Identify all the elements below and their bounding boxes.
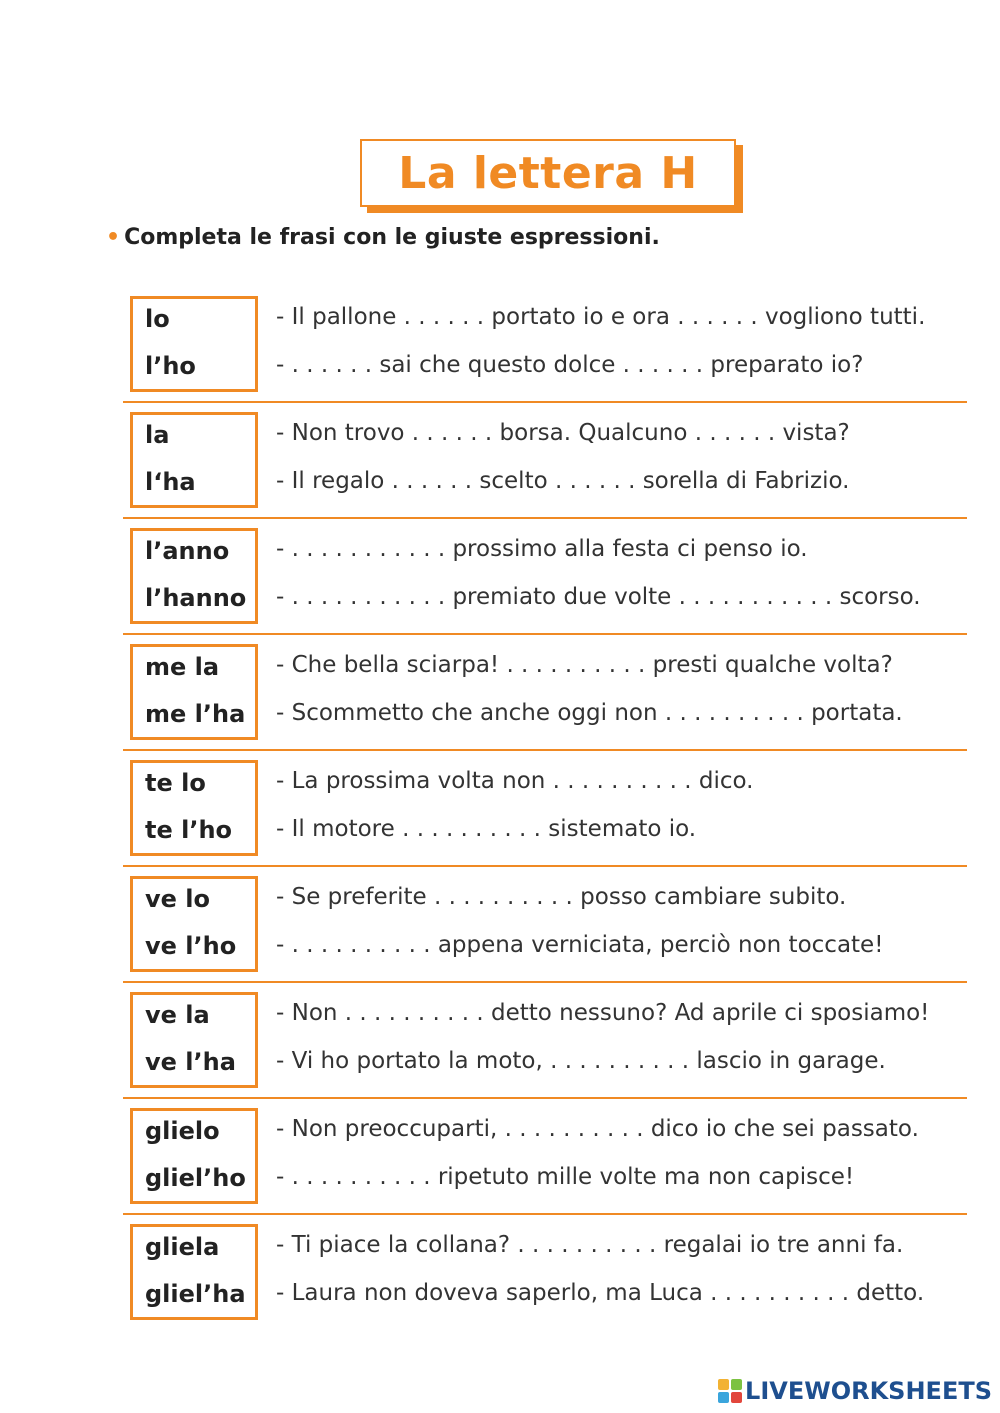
option-1: ve la [145, 1001, 210, 1029]
options-box [130, 760, 258, 856]
option-1: la [145, 421, 170, 449]
exercise-row [0, 876, 1000, 992]
logo-tile [718, 1379, 729, 1390]
options-box [130, 412, 258, 508]
row-divider [123, 517, 967, 519]
option-2: me l’ha [145, 700, 246, 728]
row-divider [123, 981, 967, 983]
option-2: ve l’ha [145, 1048, 236, 1076]
sentence-2: - . . . . . . sai che questo dolce . . . . . . preparato io? [276, 352, 864, 378]
option-2: gliel’ho [145, 1164, 246, 1192]
sentence-1: - . . . . . . . . . . . prossimo alla festa ci penso io. [276, 536, 808, 562]
option-1: lo [145, 305, 170, 333]
option-2: gliel’ha [145, 1280, 246, 1308]
options-box [130, 992, 258, 1088]
option-2: l’hanno [145, 584, 247, 612]
logo-tile [731, 1392, 742, 1403]
exercise-row [0, 992, 1000, 1108]
row-divider [123, 865, 967, 867]
option-1: te lo [145, 769, 206, 797]
option-1: gliela [145, 1233, 220, 1261]
sentence-1: - Non . . . . . . . . . . detto nessuno? Ad aprile ci sposiamo! [276, 1000, 930, 1026]
options-box [130, 644, 258, 740]
option-1: l’anno [145, 537, 230, 565]
sentence-2: - Il motore . . . . . . . . . . sistemato io. [276, 816, 697, 842]
exercise-row [0, 296, 1000, 412]
sentence-1: - Non preoccuparti, . . . . . . . . . . dico io che sei passato. [276, 1116, 919, 1142]
options-box [130, 876, 258, 972]
brand-watermark [718, 1377, 992, 1405]
sentence-1: - Se preferite . . . . . . . . . . posso cambiare subito. [276, 884, 847, 910]
row-divider [123, 1213, 967, 1215]
sentence-1: - Che bella sciarpa! . . . . . . . . . . presti qualche volta? [276, 652, 893, 678]
brand-text: LIVEWORKSHEETS [745, 1377, 992, 1405]
option-1: ve lo [145, 885, 210, 913]
sentence-1: - Non trovo . . . . . . borsa. Qualcuno . . . . . . vista? [276, 420, 850, 446]
options-box [130, 1108, 258, 1204]
exercise-row [0, 760, 1000, 876]
options-box [130, 296, 258, 392]
page-title: La lettera H [398, 147, 698, 199]
sentence-2: - Laura non doveva saperlo, ma Luca . . . . . . . . . . detto. [276, 1280, 925, 1306]
logo-tile [718, 1392, 729, 1403]
liveworksheets-logo-icon [718, 1379, 742, 1403]
exercise-row [0, 1108, 1000, 1224]
row-divider [123, 749, 967, 751]
sentence-1: - Ti piace la collana? . . . . . . . . . . regalai io tre anni fa. [276, 1232, 904, 1258]
sentence-2: - . . . . . . . . . . . premiato due volte . . . . . . . . . . . scorso. [276, 584, 921, 610]
option-1: me la [145, 653, 220, 681]
option-2: l‘ha [145, 468, 196, 496]
sentence-2: - . . . . . . . . . . appena verniciata, perciò non toccate! [276, 932, 884, 958]
bullet-icon: • [106, 225, 121, 250]
sentence-2: - Vi ho portato la moto, . . . . . . . . . . lascio in garage. [276, 1048, 886, 1074]
logo-tile [731, 1379, 742, 1390]
option-2: ve l’ho [145, 932, 237, 960]
sentence-2: - Scommetto che anche oggi non . . . . . . . . . . portata. [276, 700, 903, 726]
row-divider [123, 401, 967, 403]
exercise-row [0, 412, 1000, 528]
row-divider [123, 633, 967, 635]
sentence-2: - Il regalo . . . . . . scelto . . . . . . sorella di Fabrizio. [276, 468, 850, 494]
exercise-row [0, 1224, 1000, 1340]
option-1: glielo [145, 1117, 220, 1145]
sentence-1: - Il pallone . . . . . . portato io e ora . . . . . . vogliono tutti. [276, 304, 926, 330]
sentence-1: - La prossima volta non . . . . . . . . . . dico. [276, 768, 754, 794]
exercise-row [0, 528, 1000, 644]
option-2: te l’ho [145, 816, 233, 844]
row-divider [123, 1097, 967, 1099]
sentence-2: - . . . . . . . . . . ripetuto mille volte ma non capisce! [276, 1164, 855, 1190]
options-box [130, 528, 258, 624]
options-box [130, 1224, 258, 1320]
instruction-text: Completa le frasi con le giuste espressioni. [124, 225, 660, 250]
exercise-row [0, 644, 1000, 760]
option-2: l’ho [145, 352, 196, 380]
